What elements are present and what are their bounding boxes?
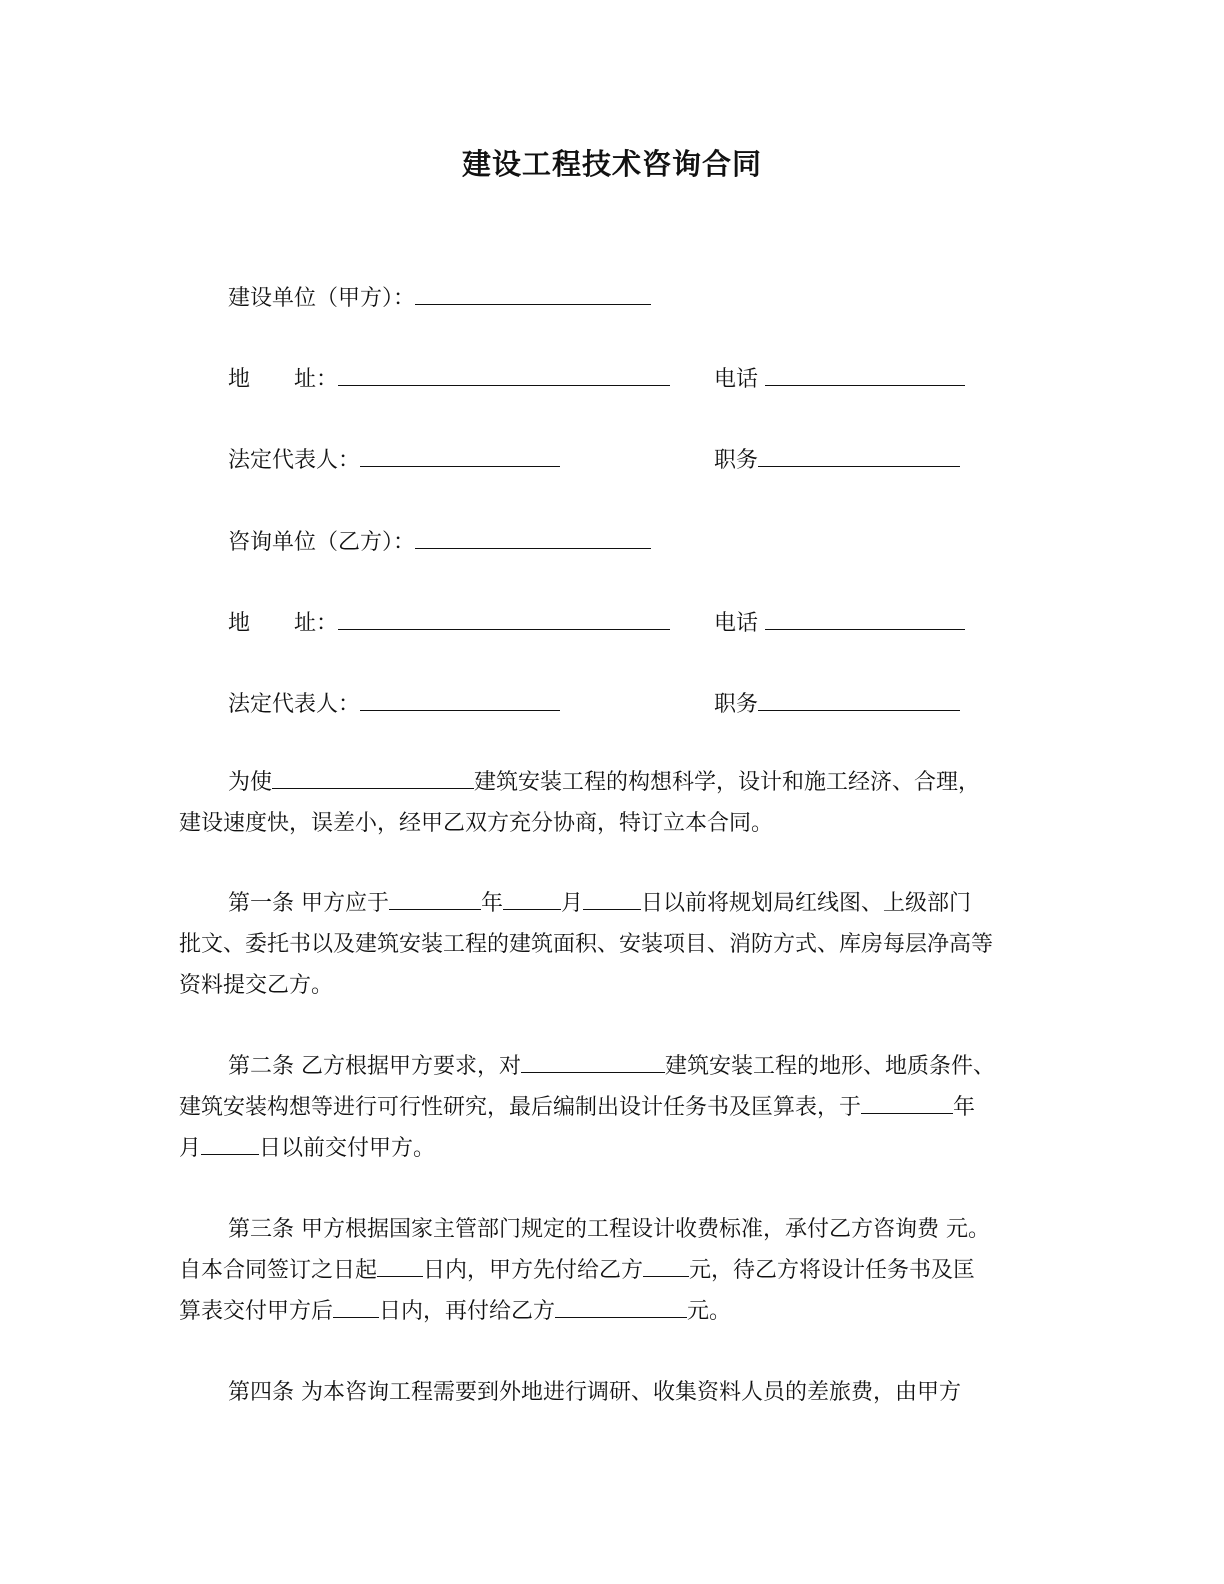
party-b-position-label: 职务 [714,692,759,717]
article3-days-blank-2[interactable] [333,1295,379,1318]
intro-text-1b: 建筑安装工程的构想科学，设计和施工经济、合理， [474,770,981,795]
party-b-rep-blank[interactable] [360,688,560,711]
article3-text-3c: 元。 [687,1299,732,1324]
party-a-position-row [714,444,960,474]
party-a-unit-row [228,282,651,312]
article2-text-3b: 日以前交付甲方。 [259,1136,436,1161]
article3-days-blank-1[interactable] [377,1254,423,1277]
article1-text-d: 日以前将规划局红线图、上级部门 [641,891,972,916]
party-a-rep-label: 法定代表人： [228,448,361,473]
party-a-rep-row [228,444,560,474]
party-a-phone-label: 电话 [714,367,759,392]
party-a-position-blank[interactable] [758,444,960,467]
article4-line-1: 第四条 为本咨询工程需要到外地进行调研、收集资料人员的差旅费，由甲方 [228,1380,961,1405]
intro-paragraph [179,762,1039,844]
article1-text-a: 第一条 甲方应于 [228,891,389,916]
article2-day-blank[interactable] [201,1132,259,1155]
article-2 [179,1046,1039,1169]
article1-text-b: 年 [481,891,504,916]
article3-amount-blank-1[interactable] [643,1254,689,1277]
article3-text-2a: 自本合同签订之日起 [179,1258,378,1283]
article1-day-blank[interactable] [583,887,641,910]
intro-project-blank[interactable] [272,766,474,789]
party-b-address-row [228,607,670,637]
article1-line-2: 批文、委托书以及建筑安装工程的建筑面积、安装项目、消防方式、库房每层净高等 [179,932,994,957]
party-b-phone-blank[interactable] [765,607,965,630]
article1-line-3: 资料提交乙方。 [179,973,334,998]
article2-text-2b: 年 [953,1095,976,1120]
article3-text-2c: 元，待乙方将设计任务书及匡 [689,1258,976,1283]
party-b-position-row [714,688,960,718]
party-a-address-row [228,363,670,393]
article1-year-blank[interactable] [389,887,481,910]
party-a-position-label: 职务 [714,448,759,473]
intro-text-2: 建设速度快，误差小，经甲乙双方充分协商，特订立本合同。 [179,811,774,836]
article-4 [179,1372,1039,1413]
party-b-unit-row [228,526,651,556]
party-a-rep-blank[interactable] [360,444,560,467]
article2-text-b: 建筑安装工程的地形、地质条件、 [665,1054,996,1079]
article1-month-blank[interactable] [503,887,561,910]
article3-text-3a: 算表交付甲方后 [179,1299,334,1324]
intro-text-1a: 为使 [228,770,273,795]
party-b-rep-label: 法定代表人： [228,692,361,717]
party-b-address-label: 地 址： [228,611,339,636]
party-b-address-blank[interactable] [338,607,670,630]
article-1 [179,883,1039,1006]
party-a-unit-blank[interactable] [415,282,651,305]
article2-project-blank[interactable] [521,1050,665,1073]
article3-text-2b: 日内，甲方先付给乙方 [423,1258,644,1283]
article1-text-c: 月 [561,891,584,916]
party-a-address-blank[interactable] [338,363,670,386]
party-b-phone-row [714,607,965,637]
article2-year-blank[interactable] [861,1091,953,1114]
party-a-phone-row [714,363,965,393]
article3-text-3b: 日内，再付给乙方 [379,1299,556,1324]
party-a-address-label: 地 址： [228,367,339,392]
party-b-phone-label: 电话 [714,611,759,636]
article2-text-3a: 月 [179,1136,202,1161]
article-3 [179,1209,1039,1332]
article3-line-1: 第三条 甲方根据国家主管部门规定的工程设计收费标准，承付乙方咨询费 元。 [228,1217,990,1242]
party-b-rep-row [228,688,560,718]
party-a-phone-blank[interactable] [765,363,965,386]
article2-text-a: 第二条 乙方根据甲方要求，对 [228,1054,521,1079]
party-b-position-blank[interactable] [758,688,960,711]
party-b-unit-blank[interactable] [415,526,651,549]
party-b-unit-label: 咨询单位（乙方）： [228,530,416,555]
party-a-unit-label: 建设单位（甲方）： [228,286,416,311]
article3-amount-blank-2[interactable] [555,1295,687,1318]
article2-text-2a: 建筑安装构想等进行可行性研究，最后编制出设计任务书及匡算表，于 [179,1095,862,1120]
document-title: 建设工程技术咨询合同 [461,147,762,181]
